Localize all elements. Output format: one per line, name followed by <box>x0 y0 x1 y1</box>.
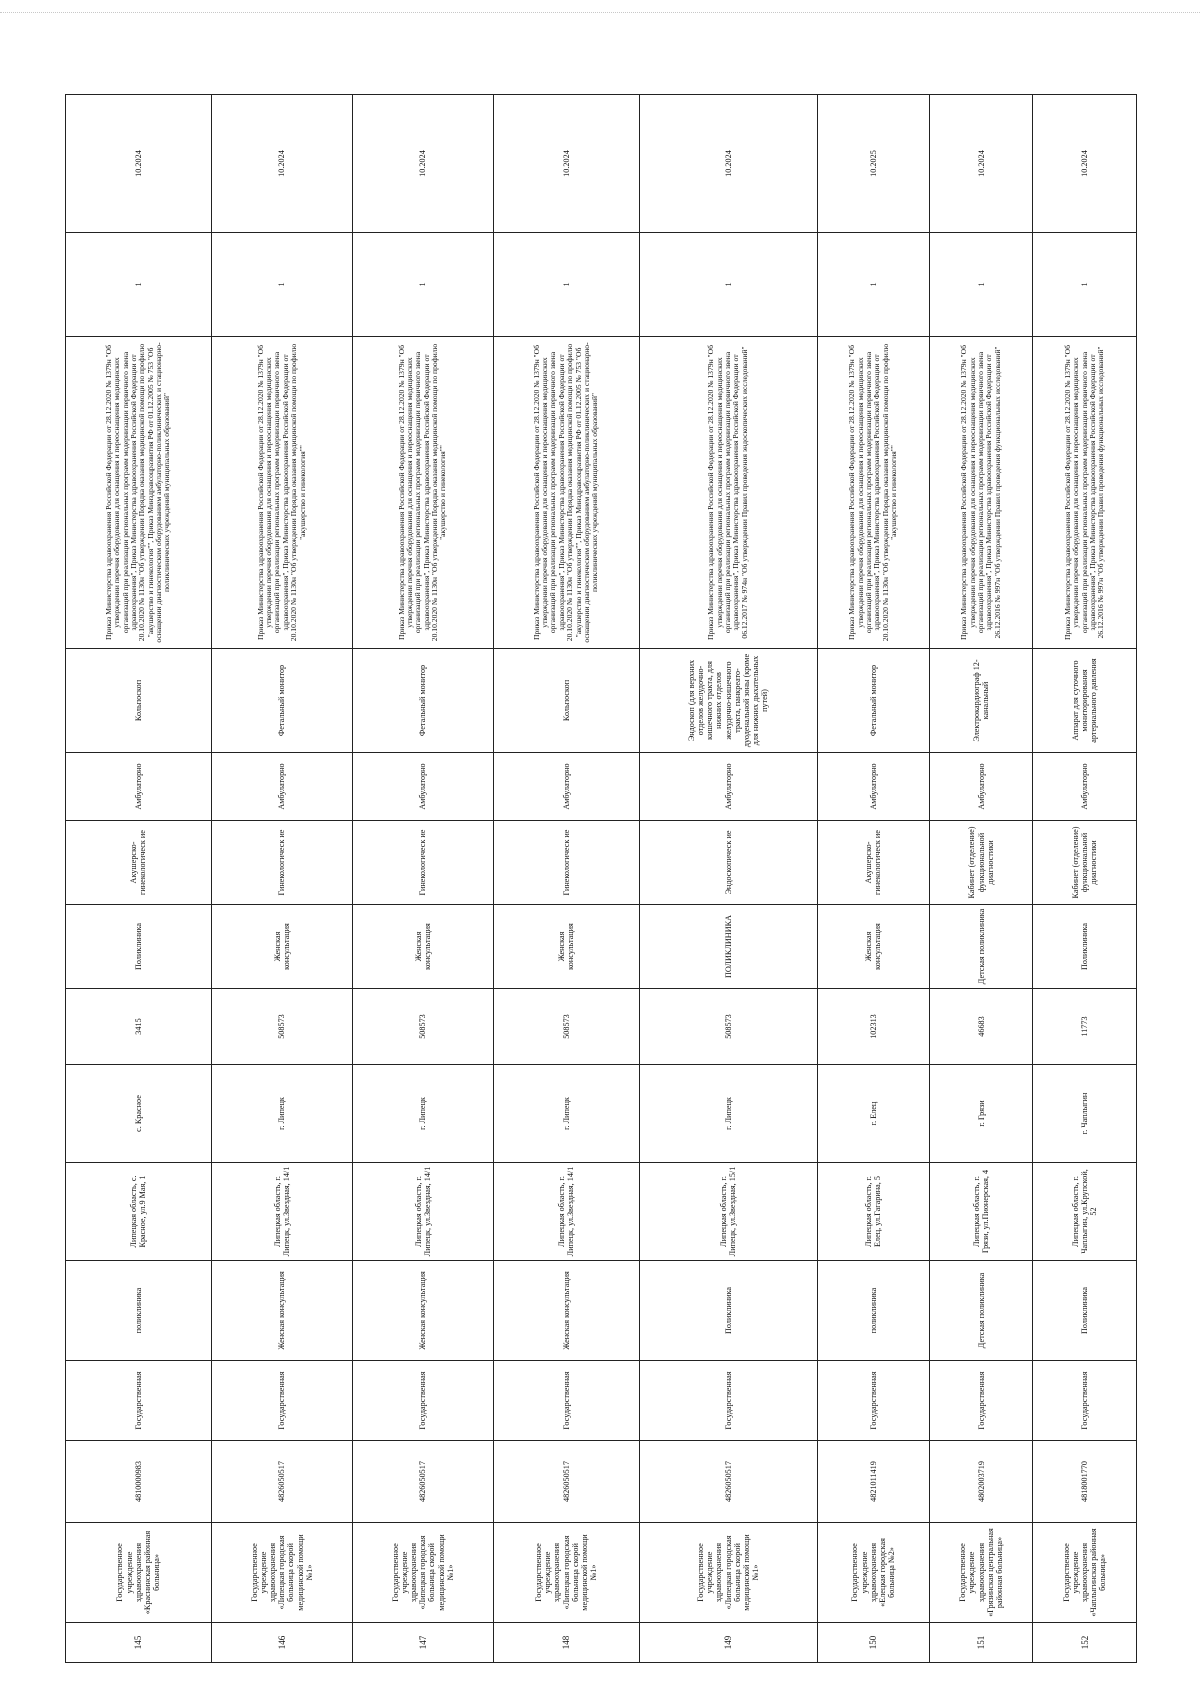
conditions-cell: Амбулаторно <box>817 753 929 821</box>
department-cell: Поликлиника <box>1033 905 1137 989</box>
population-cell: 102313 <box>817 989 929 1065</box>
date-cell: 10.2024 <box>929 95 1033 233</box>
quantity-cell: 1 <box>929 233 1033 337</box>
population-cell: 46683 <box>929 989 1033 1065</box>
table-row <box>66 95 212 1663</box>
row-number-cell: 145 <box>66 1623 212 1663</box>
equipment-cell: Эндоскоп (для верхних отделов желудочно-кишечного тракта, для нижних отделов желудочно-кишечного тракта, панкреато-дуоденальной зоны (кроме для нижних дыхательных путей) <box>639 649 817 753</box>
inn-cell: 4821011419 <box>817 1441 929 1523</box>
equipment-cell: Кольпоскоп <box>66 649 212 753</box>
ownership-cell: Государственная <box>639 1361 817 1441</box>
profile-cell: Кабинет (отделение) функциональной диагностики <box>1033 821 1137 905</box>
inn-cell: 4810000983 <box>66 1441 212 1523</box>
ownership-cell: Государственная <box>1033 1361 1137 1441</box>
locality-cell: г. Липецк <box>493 1065 639 1163</box>
table-row <box>1033 95 1137 1663</box>
population-cell: 508573 <box>493 989 639 1065</box>
row-number-cell: 150 <box>817 1623 929 1663</box>
department-cell: Поликлиника <box>66 905 212 989</box>
unit-type-cell: поликлиника <box>817 1261 929 1361</box>
rotated-table-area <box>65 95 1137 1663</box>
equipment-table <box>65 94 1137 1663</box>
organization-cell: Государственное учреждение здравоохранения «Липецкая городская больница скорой медицинской помощи №1» <box>493 1523 639 1623</box>
row-number-cell: 148 <box>493 1623 639 1663</box>
regulation-cell: Приказ Министерства здравоохранения Российской Федерации от 28.12.2020 № 1379н "Об утверждении перечня оборудования для оснащения и переоснащения медицинских организаций при реализации региональных программ модернизации первичного звена здравоохранения", Приказ Министерства здравоохранения Российской Федерации от 20.10.2020 № 1130н "Об утверждении Порядка оказания медицинской помощи по профилю "акушерство и гинекология"" <box>817 337 929 649</box>
conditions-cell: Амбулаторно <box>211 753 352 821</box>
date-cell: 10.2025 <box>817 95 929 233</box>
table-row <box>639 95 817 1663</box>
equipment-cell: Аппарат для суточного мониторирования артериального давления <box>1033 649 1137 753</box>
profile-cell: Гинекологическ ие <box>211 821 352 905</box>
address-cell: Липецкая область, г. Липецк, ул.Звездная, 14/1 <box>352 1163 493 1261</box>
quantity-cell: 1 <box>639 233 817 337</box>
profile-cell: Акушерско-гинекологическ ие <box>66 821 212 905</box>
quantity-cell: 1 <box>1033 233 1137 337</box>
inn-cell: 4826050517 <box>211 1441 352 1523</box>
address-cell: Липецкая область, г. Грязи, ул.Пионерская, 4 <box>929 1163 1033 1261</box>
regulation-cell: Приказ Министерства здравоохранения Российской Федерации от 28.12.2020 № 1379н "Об утверждении перечня оборудования для оснащения и переоснащения медицинских организаций при реализации региональных программ модернизации первичного звена здравоохранения", Приказ Министерства здравоохранения Российской Федерации от 26.12.2016 № 997н "Об утверждении Правил проведения функциональных исследований" <box>929 337 1033 649</box>
equipment-cell: Кольпоскоп <box>493 649 639 753</box>
regulation-cell: Приказ Министерства здравоохранения Российской Федерации от 28.12.2020 № 1379н "Об утверждении перечня оборудования для оснащения и переоснащения медицинских организаций при реализации региональных программ модернизации первичного звена здравоохранения", Приказ Министерства здравоохранения Российской Федерации от 20.10.2020 № 1130н "Об утверждении Порядка оказания медицинской помощи по профилю "акушерство и гинекология"" <box>211 337 352 649</box>
address-cell: Липецкая область, г. Липецк, ул.Звездная, 14/1 <box>211 1163 352 1261</box>
department-cell: Детская поликлиника <box>929 905 1033 989</box>
profile-cell: Кабинет (отделение) функциональной диагностики <box>929 821 1033 905</box>
organization-cell: Государственное учреждение здравоохранения «Елецкая городская больница №2» <box>817 1523 929 1623</box>
ownership-cell: Государственная <box>66 1361 212 1441</box>
locality-cell: г. Елец <box>817 1065 929 1163</box>
population-cell: 3415 <box>66 989 212 1065</box>
date-cell: 10.2024 <box>493 95 639 233</box>
inn-cell: 4818001770 <box>1033 1441 1137 1523</box>
locality-cell: с. Красное <box>66 1065 212 1163</box>
date-cell: 10.2024 <box>211 95 352 233</box>
equipment-cell: Фетальный монитор <box>211 649 352 753</box>
conditions-cell: Амбулаторно <box>66 753 212 821</box>
organization-cell: Государственное учреждение здравоохранения «Чаплыгинская районная больница» <box>1033 1523 1137 1623</box>
address-cell: Липецкая область, с. Красное, ул.9 Мая, 1 <box>66 1163 212 1261</box>
inn-cell: 4826050517 <box>493 1441 639 1523</box>
equipment-cell: Фетальный монитор <box>352 649 493 753</box>
table-row <box>929 95 1033 1663</box>
unit-type-cell: Женская консультация <box>352 1261 493 1361</box>
inn-cell: 4802003719 <box>929 1441 1033 1523</box>
locality-cell: г. Липецк <box>352 1065 493 1163</box>
quantity-cell: 1 <box>66 233 212 337</box>
quantity-cell: 1 <box>493 233 639 337</box>
locality-cell: г. Липецк <box>639 1065 817 1163</box>
inn-cell: 4826050517 <box>352 1441 493 1523</box>
row-number-cell: 147 <box>352 1623 493 1663</box>
organization-cell: Государственное учреждение здравоохранения «Липецкая городская больница скорой медицинской помощи №1» <box>352 1523 493 1623</box>
department-cell: Женская консультация <box>352 905 493 989</box>
regulation-cell: Приказ Министерства здравоохранения Российской Федерации от 28.12.2020 № 1379н "Об утверждении перечня оборудования для оснащения и переоснащения медицинских организаций при реализации региональных программ модернизации первичного звена здравоохранения", Приказ Министерства здравоохранения Российской Федерации от 20.10.2020 № 1130н "Об утверждении Порядка оказания медицинской помощи по профилю "акушерство и гинекология"", Приказ Минздравсоцразвития РФ от 01.12.2005 № 753 "Об оснащении диагностическим оборудованием амбулаторно-поликлинических и стационарно-поликлинических учреждений муниципальных образований" <box>493 337 639 649</box>
ownership-cell: Государственная <box>493 1361 639 1441</box>
locality-cell: г. Грязи <box>929 1065 1033 1163</box>
date-cell: 10.2024 <box>1033 95 1137 233</box>
locality-cell: г. Липецк <box>211 1065 352 1163</box>
row-number-cell: 149 <box>639 1623 817 1663</box>
regulation-cell: Приказ Министерства здравоохранения Российской Федерации от 28.12.2020 № 1379н "Об утверждении перечня оборудования для оснащения и переоснащения медицинских организаций при реализации региональных программ модернизации первичного звена здравоохранения", Приказ Министерства здравоохранения Российской Федерации от 06.12.2017 № 974н "Об утверждении Правил проведения эндоскопических исследований" <box>639 337 817 649</box>
regulation-cell: Приказ Министерства здравоохранения Российской Федерации от 28.12.2020 № 1379н "Об утверждении перечня оборудования для оснащения и переоснащения медицинских организаций при реализации региональных программ модернизации первичного звена здравоохранения", Приказ Министерства здравоохранения Российской Федерации от 26.12.2016 № 997н "Об утверждении Правил проведения функциональных исследований" <box>1033 337 1137 649</box>
quantity-cell: 1 <box>817 233 929 337</box>
ownership-cell: Государственная <box>817 1361 929 1441</box>
profile-cell: Акушерско-гинекологическ ие <box>817 821 929 905</box>
profile-cell: Эндоскопическ ие <box>639 821 817 905</box>
equipment-cell: Электрокардиограф 12-канальный <box>929 649 1033 753</box>
row-number-cell: 146 <box>211 1623 352 1663</box>
date-cell: 10.2024 <box>639 95 817 233</box>
scan-edge-line <box>0 12 1200 13</box>
conditions-cell: Амбулаторно <box>639 753 817 821</box>
organization-cell: Государственное учреждение здравоохранения «Грязинская центральная районная больница» <box>929 1523 1033 1623</box>
unit-type-cell: Поликлиника <box>1033 1261 1137 1361</box>
inn-cell: 4826050517 <box>639 1441 817 1523</box>
population-cell: 11773 <box>1033 989 1137 1065</box>
table-row <box>211 95 352 1663</box>
address-cell: Липецкая область, г. Липецк, ул.Звездная, 15/1 <box>639 1163 817 1261</box>
table-body <box>66 95 1137 1663</box>
organization-cell: Государственное учреждение здравоохранения «Краснинская районная больница» <box>66 1523 212 1623</box>
unit-type-cell: Детская поликлиника <box>929 1261 1033 1361</box>
address-cell: Липецкая область, г. Чаплыгин, ул.Крупской, 52 <box>1033 1163 1137 1261</box>
table-row <box>493 95 639 1663</box>
conditions-cell: Амбулаторно <box>929 753 1033 821</box>
unit-type-cell: Женская консультация <box>211 1261 352 1361</box>
population-cell: 508573 <box>211 989 352 1065</box>
ownership-cell: Государственная <box>929 1361 1033 1441</box>
conditions-cell: Амбулаторно <box>1033 753 1137 821</box>
ownership-cell: Государственная <box>211 1361 352 1441</box>
locality-cell: г. Чаплыгин <box>1033 1065 1137 1163</box>
department-cell: Женская консультация <box>493 905 639 989</box>
address-cell: Липецкая область, г. Липецк, ул.Звездная, 14/1 <box>493 1163 639 1261</box>
population-cell: 508573 <box>639 989 817 1065</box>
department-cell: Женская консультация <box>817 905 929 989</box>
conditions-cell: Амбулаторно <box>493 753 639 821</box>
organization-cell: Государственное учреждение здравоохранения «Липецкая городская больница скорой медицинской помощи №1» <box>211 1523 352 1623</box>
row-number-cell: 151 <box>929 1623 1033 1663</box>
department-cell: Женская консультация <box>211 905 352 989</box>
equipment-cell: Фетальный монитор <box>817 649 929 753</box>
regulation-cell: Приказ Министерства здравоохранения Российской Федерации от 28.12.2020 № 1379н "Об утверждении перечня оборудования для оснащения и переоснащения медицинских организаций при реализации региональных программ модернизации первичного звена здравоохранения", Приказ Министерства здравоохранения Российской Федерации от 20.10.2020 № 1130н "Об утверждении Порядка оказания медицинской помощи по профилю "акушерство и гинекология"" <box>352 337 493 649</box>
profile-cell: Гинекологическ ие <box>493 821 639 905</box>
quantity-cell: 1 <box>211 233 352 337</box>
table-rotation-wrapper <box>65 95 1137 1663</box>
table-row <box>817 95 929 1663</box>
organization-cell: Государственное учреждение здравоохранения «Липецкая городская больница скорой медицинской помощи №1» <box>639 1523 817 1623</box>
department-cell: ПОЛИКЛИНИКА <box>639 905 817 989</box>
address-cell: Липецкая область, г. Елец, ул.Гагарина, 5 <box>817 1163 929 1261</box>
conditions-cell: Амбулаторно <box>352 753 493 821</box>
date-cell: 10.2024 <box>352 95 493 233</box>
regulation-cell: Приказ Министерства здравоохранения Российской Федерации от 28.12.2020 № 1379н "Об утверждении перечня оборудования для оснащения и переоснащения медицинских организаций при реализации региональных программ модернизации первичного звена здравоохранения", Приказ Министерства здравоохранения Российской Федерации от 20.10.2020 № 1130н "Об утверждении Порядка оказания медицинской помощи по профилю "акушерство и гинекология"", Приказ Минздравсоцразвития РФ от 01.12.2005 № 753 "Об оснащении диагностическим оборудованием амбулаторно-поликлинических и стационарно-поликлинических учреждений муниципальных образований" <box>66 337 212 649</box>
unit-type-cell: Поликлиника <box>639 1261 817 1361</box>
unit-type-cell: Женская консультация <box>493 1261 639 1361</box>
quantity-cell: 1 <box>352 233 493 337</box>
population-cell: 508573 <box>352 989 493 1065</box>
unit-type-cell: поликлиника <box>66 1261 212 1361</box>
date-cell: 10.2024 <box>66 95 212 233</box>
row-number-cell: 152 <box>1033 1623 1137 1663</box>
profile-cell: Гинекологическ ие <box>352 821 493 905</box>
table-row <box>352 95 493 1663</box>
ownership-cell: Государственная <box>352 1361 493 1441</box>
